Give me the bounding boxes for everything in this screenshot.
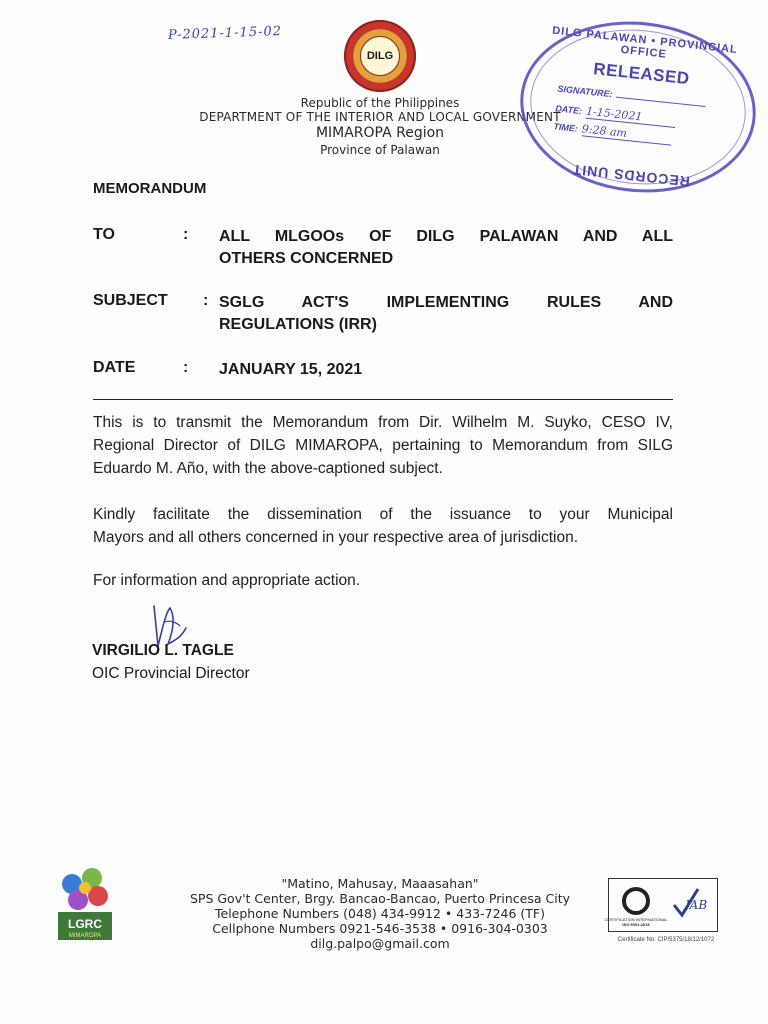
jab-logo-text: JAB (684, 898, 708, 912)
lgrc-logo (58, 866, 112, 940)
dilg-seal-text: DILG (366, 50, 394, 62)
cert-iso-label: ISO 9001:2015 (622, 922, 650, 927)
body-paragraph-2 (93, 503, 673, 549)
p1-line2: Regional Director of DILG MIMAROPA, pertaining to Memorandum from SILG (93, 437, 673, 454)
footer-email: dilg.palpo@gmail.com (310, 936, 450, 951)
date-value: JANUARY 15, 2021 (219, 361, 363, 378)
footer-cellphone: Cellphone Numbers 0921-546-3538 • 0916-304-0303 (212, 921, 548, 936)
certificate-number: Certificate No: CIP/5375/18/12/1072 (617, 937, 715, 943)
letterhead-region: MIMAROPA Region (315, 125, 445, 141)
stamp-records-unit: RECORDS UNIT (570, 161, 691, 190)
subject-value (219, 292, 673, 336)
stamp-office-text: DILG PALAWAN • PROVINCIAL OFFICE (551, 24, 739, 61)
released-stamp (512, 10, 764, 204)
letterhead-department: DEPARTMENT OF THE INTERIOR AND LOCAL GOVERNMENT (199, 110, 561, 124)
date-colon: : (183, 359, 189, 376)
to-value (219, 226, 673, 270)
footer-telephone: Telephone Numbers (048) 434-9912 • 433-7246 (TF) (215, 906, 545, 921)
stamp-signature-label: SIGNATURE: (556, 83, 614, 100)
footer-motto: "Matino, Mahusay, Maaasahan" (281, 876, 479, 891)
body-paragraph-3: For information and appropriate action. (93, 572, 361, 589)
p1-line3: Eduardo M. Año, with the above-captioned subject. (93, 460, 443, 477)
lgrc-logo-subtext: MIMAROPA (68, 933, 102, 939)
to-value-line2: OTHERS CONCERNED (219, 250, 394, 267)
subject-colon: : (203, 292, 209, 309)
date-label: DATE (93, 359, 136, 376)
stamp-date-value: 1-15-2021 (585, 105, 676, 128)
stamp-date-label: DATE: (554, 103, 583, 117)
to-label: TO (93, 226, 115, 243)
dilg-seal-center (360, 36, 400, 76)
header-divider (93, 399, 673, 400)
stamp-time-value: 9:28 am (581, 122, 672, 145)
p2-line2: Mayors and all others concerned in your respective area of jurisdiction. (93, 529, 579, 546)
dilg-seal-logo (344, 20, 416, 92)
stamp-released-label: RELEASED (592, 59, 691, 89)
subject-value-line2: REGULATIONS (IRR) (219, 316, 377, 333)
subject-value-line1: SGLG ACT'S IMPLEMENTING RULES AND (219, 294, 673, 311)
footer-address: SPS Gov't Center, Brgy. Bancao-Bancao, Puerto Princesa City (189, 891, 570, 906)
jab-accreditation-logo (668, 883, 712, 927)
body-paragraph-1 (93, 411, 673, 480)
certification-international-logo (604, 883, 668, 927)
iso-certification-badge (604, 878, 718, 932)
letterhead-republic: Republic of the Philippines (300, 96, 460, 110)
p1-line1: This is to transmit the Memorandum from Dir. Wilhelm M. Suyko, CESO IV, (93, 414, 673, 431)
p2-line1: Kindly facilitate the dissemination of the issuance to your Municipal (93, 506, 673, 523)
signatory-title: OIC Provincial Director (92, 665, 250, 682)
to-colon: : (183, 226, 189, 243)
cert-label: CERTIFICATION INTERNATIONAL (604, 917, 668, 922)
handwritten-reference-number: P-2021-1-15-02 (167, 24, 283, 43)
to-field (93, 226, 673, 270)
letterhead-province: Province of Palawan (320, 143, 440, 157)
memo-title: MEMORANDUM (93, 180, 207, 197)
footer-contact-block (170, 876, 590, 951)
subject-label: SUBJECT (93, 292, 168, 309)
to-value-line1: ALL MLGOOs OF DILG PALAWAN AND ALL (219, 228, 673, 245)
subject-field (93, 292, 673, 336)
date-field (93, 359, 673, 381)
signatory-name: VIRGILIO L. TAGLE (92, 642, 234, 659)
stamp-time-label: TIME: (552, 121, 579, 134)
lgrc-logo-text: LGRC (68, 917, 102, 931)
